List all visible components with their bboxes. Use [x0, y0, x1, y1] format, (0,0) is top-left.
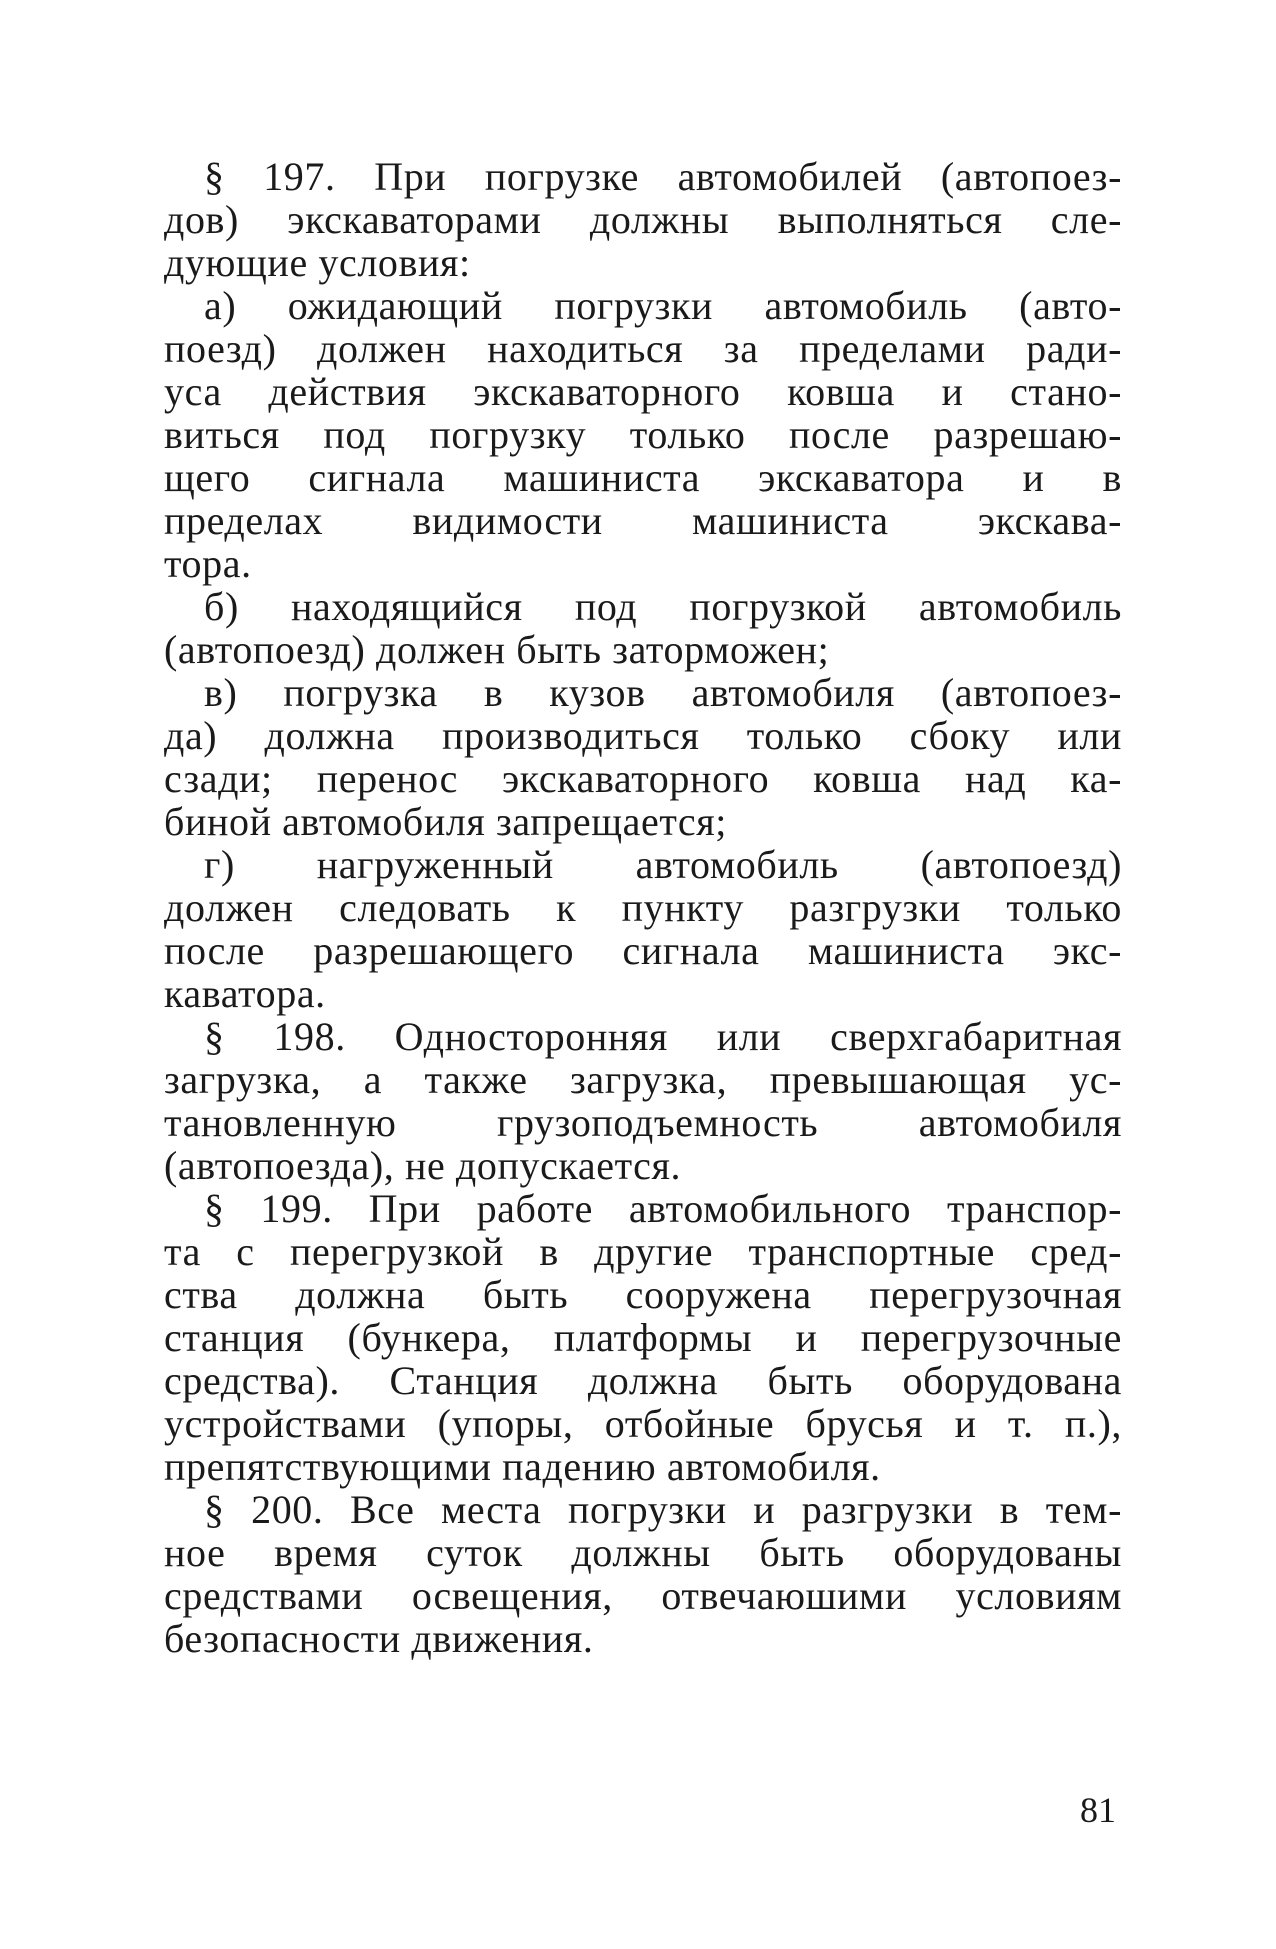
text-line: средства). Станция должна быть оборудована [164, 1358, 1122, 1403]
paragraph-197 [164, 155, 1122, 284]
text-line: уса действия экскаваторного ковша и стано- [164, 369, 1122, 414]
text-line: тановленную грузоподъемность автомобиля [164, 1100, 1122, 1145]
paragraph-200 [164, 1488, 1122, 1660]
text-line: § 199. При работе автомобильного транспор- [204, 1186, 1122, 1231]
text-line: препятствующими падению автомобиля. [164, 1444, 881, 1489]
text-line: тора. [164, 541, 252, 586]
text-line: должен следовать к пункту разгрузки только [164, 885, 1122, 930]
paragraph-198 [164, 1015, 1122, 1187]
text-line: устройствами (упоры, отбойные брусья и т. п.), [164, 1401, 1122, 1446]
text-line: б) находящийся под погрузкой автомобиль [204, 584, 1122, 629]
text-line: поезд) должен находиться за пределами ради- [164, 326, 1122, 371]
text-line: г) нагруженный автомобиль (автопоезд) [204, 842, 1122, 887]
text-line: безопасности движения. [164, 1616, 594, 1661]
text-line: § 198. Односторонняя или сверхгабаритная [204, 1014, 1122, 1059]
text-line: средствами освещения, отвечаюшими условиям [164, 1573, 1122, 1618]
text-line: (автопоезд) должен быть заторможен; [164, 627, 830, 672]
text-line: дов) экскаваторами должны выполняться сле- [164, 197, 1122, 242]
text-line: каватора. [164, 971, 326, 1016]
text-line: после разрешающего сигнала машиниста экс- [164, 928, 1122, 973]
text-line: § 200. Все места погрузки и разгрузки в тем- [204, 1487, 1122, 1532]
text-line: пределах видимости машиниста экскава- [164, 498, 1122, 543]
paragraph-199 [164, 1187, 1122, 1488]
text-line: загрузка, а также загрузка, превышающая ус- [164, 1057, 1122, 1102]
text-line: дующие условия: [164, 240, 471, 285]
text-line: виться под погрузку только после разрешаю- [164, 412, 1122, 457]
text-line: да) должна производиться только сбоку или [164, 713, 1122, 758]
text-line: (автопоезда), не допускается. [164, 1143, 682, 1188]
paragraph-197-v [164, 671, 1122, 843]
text-line: сзади; перенос экскаваторного ковша над ка- [164, 756, 1122, 801]
text-line: та с перегрузкой в другие транспортные сред- [164, 1229, 1122, 1274]
page-number: 81 [1080, 1790, 1116, 1830]
text-line: в) погрузка в кузов автомобиля (автопоез- [204, 670, 1122, 715]
body-text [164, 155, 1122, 1660]
text-line: щего сигнала машиниста экскаватора и в [164, 455, 1122, 500]
text-line: станция (бункера, платформы и перегрузочные [164, 1315, 1122, 1360]
text-line: ства должна быть сооружена перегрузочная [164, 1272, 1122, 1317]
text-line: а) ожидающий погрузки автомобиль (авто- [204, 283, 1122, 328]
text-line: ное время суток должны быть оборудованы [164, 1530, 1122, 1575]
paragraph-197-b [164, 585, 1122, 671]
paragraph-197-a [164, 284, 1122, 585]
paragraph-197-g [164, 843, 1122, 1015]
text-line: § 197. При погрузке автомобилей (автопоез- [204, 154, 1122, 199]
text-line: биной автомобиля запрещается; [164, 799, 727, 844]
